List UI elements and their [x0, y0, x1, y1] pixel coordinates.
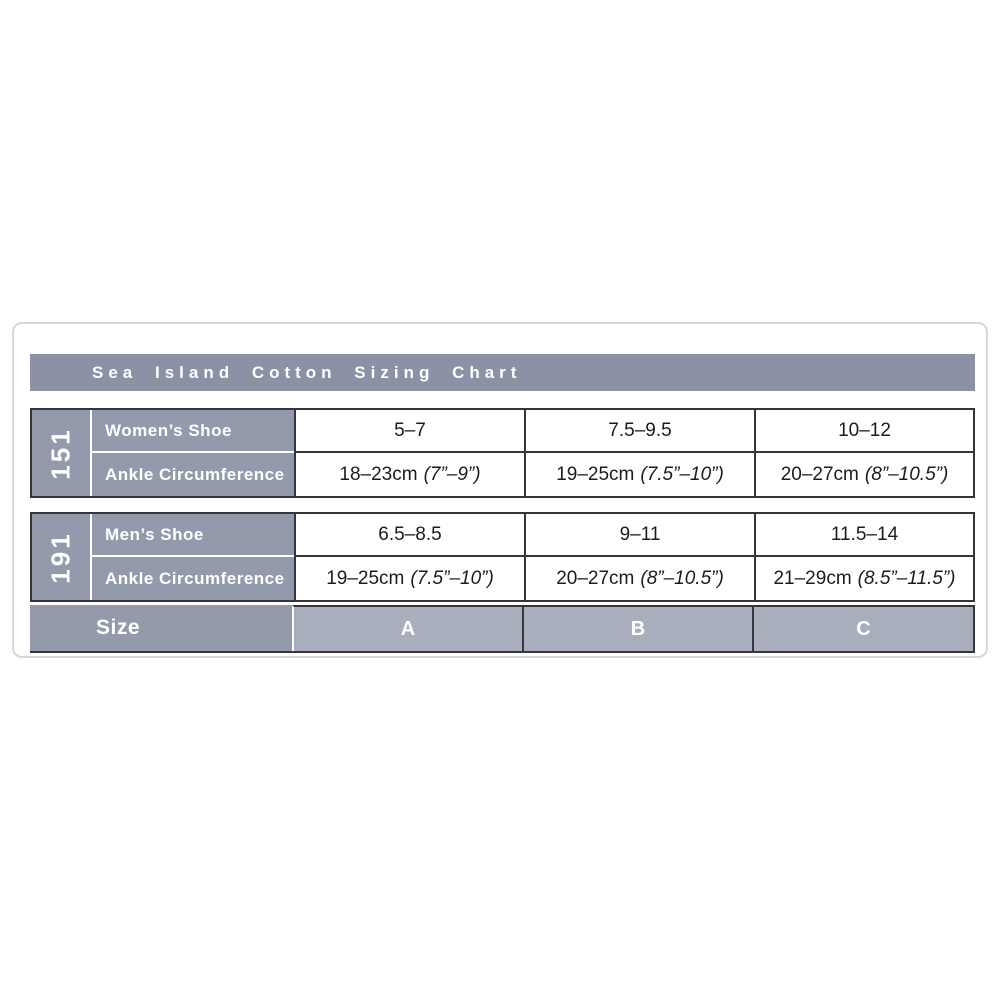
cell-value: 5–7 — [394, 419, 426, 441]
size-letter: A — [400, 617, 416, 640]
row-header-label: Ankle Circumference — [105, 464, 285, 484]
cell-mens-shoe-c — [754, 514, 973, 557]
cell-value-inches: (7”–9”) — [423, 463, 481, 485]
cell-value: 20–27cm — [556, 567, 635, 589]
cell-womens-ankle-b — [524, 453, 754, 496]
size-cell-c — [752, 605, 975, 651]
section-women-151 — [30, 408, 975, 498]
row-header-mens-ankle — [92, 557, 294, 600]
cell-womens-ankle-a — [294, 453, 524, 496]
cell-womens-ankle-c — [754, 453, 973, 496]
size-footer-row — [30, 605, 975, 653]
cell-mens-shoe-a — [294, 514, 524, 557]
sizing-chart-table — [30, 354, 975, 653]
cell-value-inches: (7.5”–10”) — [640, 463, 724, 485]
cell-value: 7.5–9.5 — [608, 419, 672, 441]
cell-womens-shoe-a — [294, 410, 524, 453]
row-header-mens-shoe — [92, 514, 294, 557]
chart-title-bar — [30, 354, 975, 391]
style-number-label-151: 151 — [45, 426, 76, 480]
size-letter: B — [630, 617, 646, 640]
style-number-label-191: 191 — [45, 530, 76, 584]
cell-value: 21–29cm — [773, 567, 852, 589]
row-header-label: Women’s Shoe — [105, 420, 232, 440]
row-header-label: Men’s Shoe — [105, 524, 204, 544]
size-row-header — [30, 605, 292, 651]
cell-value: 19–25cm — [556, 463, 635, 485]
section-men-191 — [30, 512, 975, 602]
cell-value-inches: (8”–10.5”) — [640, 567, 724, 589]
cell-mens-ankle-c — [754, 557, 973, 600]
cell-value: 18–23cm — [339, 463, 418, 485]
cell-value: 20–27cm — [780, 463, 859, 485]
cell-value: 6.5–8.5 — [378, 523, 442, 545]
cell-value-inches: (8”–10.5”) — [864, 463, 949, 485]
cell-value: 9–11 — [619, 523, 661, 545]
size-cell-b — [522, 605, 752, 651]
row-header-womens-ankle — [92, 453, 294, 496]
cell-value: 11.5–14 — [830, 523, 899, 545]
cell-womens-shoe-c — [754, 410, 973, 453]
size-letter: C — [856, 617, 871, 640]
style-number-cell-191 — [32, 514, 92, 600]
sizing-chart-card — [12, 322, 988, 658]
cell-mens-ankle-b — [524, 557, 754, 600]
cell-value-inches: (8.5”–11.5”) — [857, 567, 956, 589]
cell-mens-shoe-b — [524, 514, 754, 557]
row-header-womens-shoe — [92, 410, 294, 453]
style-number-cell-151 — [32, 410, 92, 496]
cell-womens-shoe-b — [524, 410, 754, 453]
cell-value: 19–25cm — [326, 567, 405, 589]
cell-mens-ankle-a — [294, 557, 524, 600]
row-header-label: Ankle Circumference — [105, 568, 285, 588]
size-row-label: Size — [96, 616, 141, 639]
chart-title: Sea Island Cotton Sizing Chart — [92, 363, 522, 382]
cell-value-inches: (7.5”–10”) — [410, 567, 494, 589]
cell-value: 10–12 — [838, 419, 891, 441]
size-cell-a — [292, 605, 522, 651]
